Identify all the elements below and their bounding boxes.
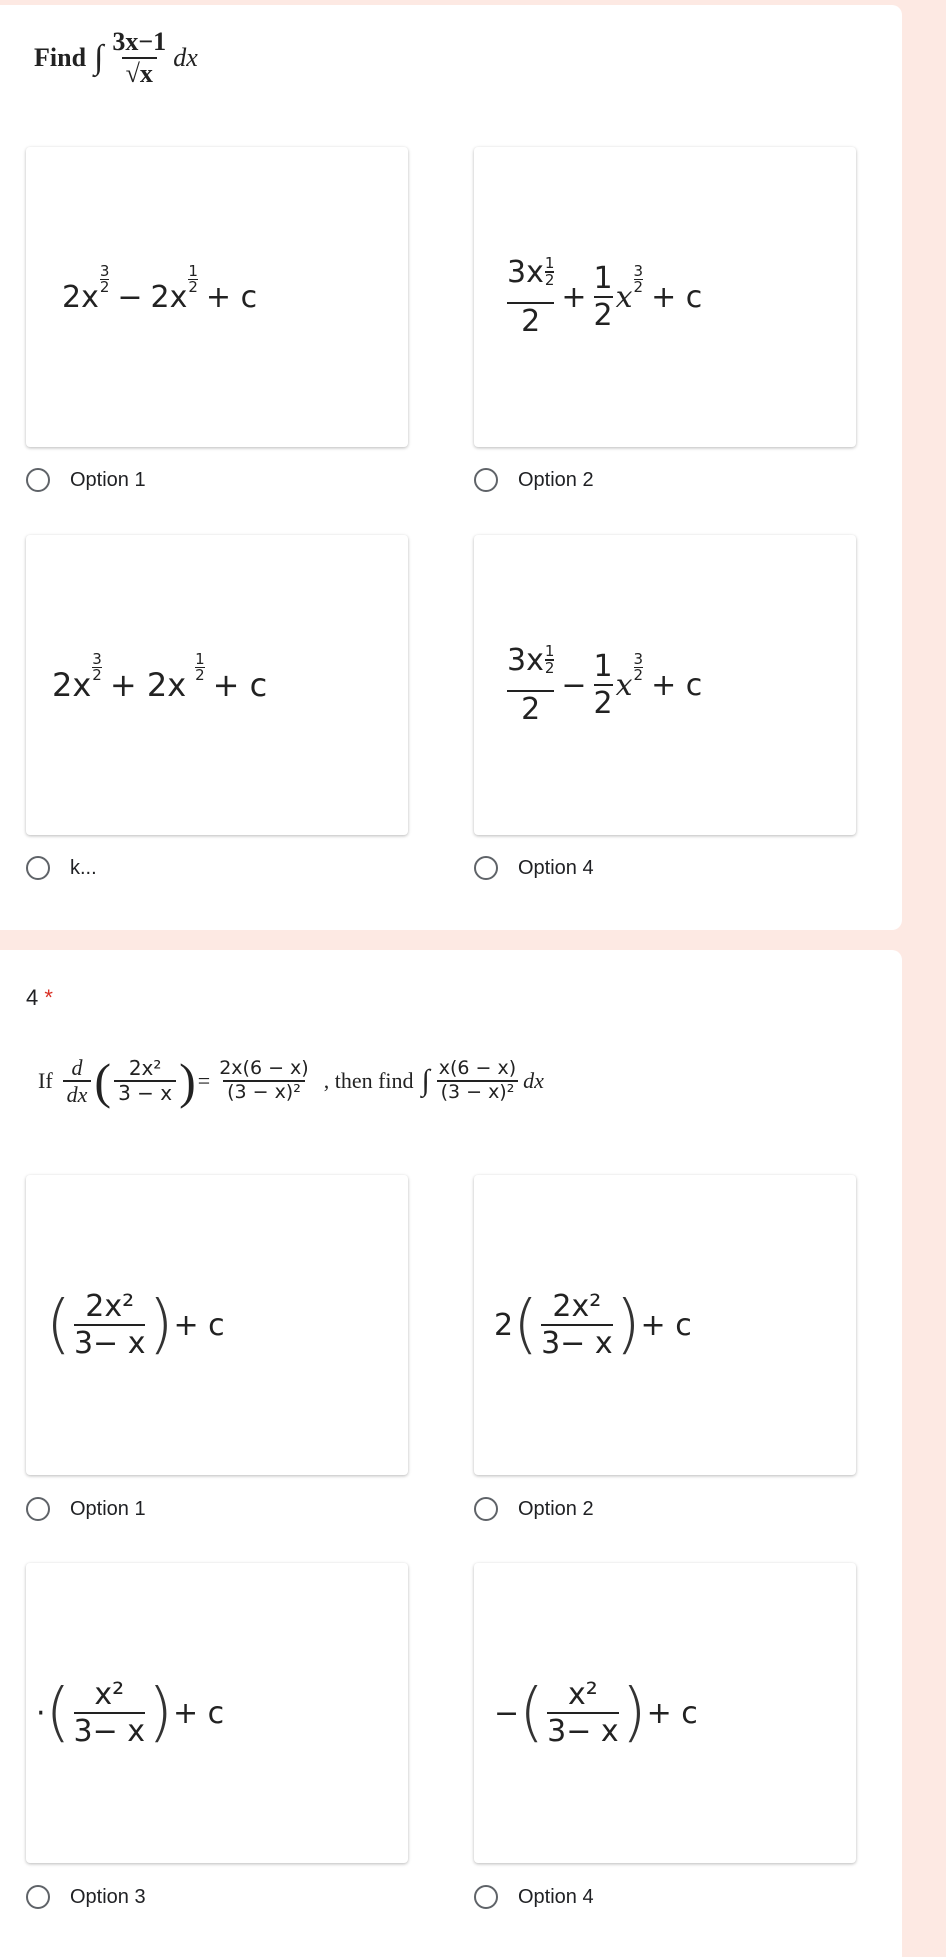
radio-button[interactable] <box>474 1885 498 1909</box>
power-b-num: 1 <box>195 649 205 668</box>
integral-sign: ∫ <box>421 1064 430 1097</box>
radio-button[interactable] <box>474 1497 498 1521</box>
left-paren: ( <box>94 1053 112 1109</box>
power-b-den: 2 <box>195 665 205 684</box>
first-fraction-num <box>507 255 554 302</box>
operator: + 2x <box>109 666 187 704</box>
power-a-num: 3 <box>99 261 110 280</box>
numerator: 2x² <box>552 1289 602 1324</box>
x2: x <box>615 667 633 703</box>
d2: 2 <box>593 298 613 333</box>
constant: + c <box>640 1307 692 1343</box>
equals: = <box>197 1068 211 1093</box>
first-fraction <box>507 643 554 727</box>
d2: 2 <box>593 686 613 721</box>
option-image-2[interactable] <box>474 147 856 447</box>
right-paren: ) <box>621 1676 647 1750</box>
question-prefix: If <box>38 1068 53 1093</box>
option-image-1[interactable] <box>26 147 408 447</box>
rhs-num: 2x(6 − x) <box>219 1057 309 1080</box>
differential: dx <box>173 42 198 72</box>
option-image-4[interactable] <box>474 535 856 835</box>
denominator: 3− x <box>541 1326 613 1361</box>
option-3-radio-row[interactable] <box>26 856 97 880</box>
radio-button[interactable] <box>474 468 498 492</box>
radio-button[interactable] <box>26 468 50 492</box>
power-a-den: 2 <box>99 277 110 296</box>
radio-button[interactable] <box>26 1885 50 1909</box>
question-number <box>26 985 53 1011</box>
option-label: Option 4 <box>518 1885 594 1908</box>
coefficient: − <box>494 1695 520 1731</box>
fraction <box>74 1289 146 1361</box>
left-paren: ( <box>519 1676 545 1750</box>
question-middle-text: , then find <box>323 1068 414 1093</box>
q4-option-image-4[interactable] <box>474 1563 856 1863</box>
constant: + c <box>173 1695 225 1731</box>
power-2 <box>633 649 644 684</box>
question-card-3 <box>0 5 902 930</box>
first-fraction <box>507 255 554 339</box>
right-paren: ) <box>148 1676 173 1750</box>
left-paren: ( <box>46 1288 71 1362</box>
n1: 3x <box>507 255 544 290</box>
operator: − <box>561 667 587 703</box>
p2-den: 2 <box>633 277 644 296</box>
option-4-radio-row[interactable] <box>474 856 594 880</box>
q4-option-4-expression <box>494 1677 698 1749</box>
option-1-expression <box>62 261 258 315</box>
q4-option-image-1[interactable] <box>26 1175 408 1475</box>
second-fraction <box>594 261 613 333</box>
q4-option-3-expression <box>36 1677 224 1749</box>
option-2-expression <box>504 255 702 339</box>
numerator: x² <box>567 1677 598 1712</box>
denominator: 3− x <box>547 1714 619 1749</box>
question-4-text <box>38 1052 544 1110</box>
option-label: Option 1 <box>70 1497 146 1520</box>
option-4-expression <box>504 643 702 727</box>
question-3-text <box>34 27 198 89</box>
inner-fraction <box>114 1057 176 1105</box>
p1-den: 2 <box>544 659 555 677</box>
fraction <box>74 1677 146 1749</box>
q4-option-4-radio-row[interactable] <box>474 1885 594 1909</box>
d1: 2 <box>507 690 554 727</box>
inner-num: 2x² <box>128 1056 162 1080</box>
d-num: d <box>71 1054 83 1080</box>
question-number-value: 4 <box>26 985 39 1010</box>
constant: + c <box>212 666 268 704</box>
q4-option-2-radio-row[interactable] <box>474 1497 594 1521</box>
required-asterisk: * <box>44 985 53 1010</box>
rhs-den: (3 − x)² <box>223 1080 305 1104</box>
n2: 1 <box>593 649 613 684</box>
rhs-fraction <box>215 1058 313 1104</box>
option-label: Option 2 <box>518 1497 594 1520</box>
power-2 <box>633 261 644 296</box>
integrand-den: (3 − x)² <box>437 1080 519 1104</box>
coefficient: · <box>36 1695 46 1731</box>
power-1 <box>545 644 555 676</box>
d1: 2 <box>507 302 554 339</box>
operator: + <box>561 279 587 315</box>
term-a: 2x <box>52 666 92 704</box>
x2: x <box>615 279 633 315</box>
n1: 3x <box>507 643 544 678</box>
term-a: 2x <box>62 279 99 315</box>
left-paren: ( <box>513 1288 539 1362</box>
power-b-num: 1 <box>188 261 198 280</box>
q4-option-1-expression <box>46 1289 225 1361</box>
numerator: x² <box>94 1677 125 1712</box>
coefficient: 2 <box>494 1307 514 1343</box>
option-label: k... <box>70 856 97 879</box>
right-paren: ) <box>615 1288 641 1362</box>
option-image-3[interactable] <box>26 535 408 835</box>
left-paren: ( <box>45 1676 71 1750</box>
operator: − <box>117 279 143 315</box>
power-a-num: 3 <box>92 649 102 668</box>
constant: + c <box>651 667 703 703</box>
integrand-numerator: 3x−1 <box>112 27 167 56</box>
p1-num: 1 <box>544 254 555 272</box>
power-1 <box>545 256 555 288</box>
fraction <box>547 1677 619 1749</box>
constant: + c <box>205 279 258 315</box>
constant: + c <box>651 279 703 315</box>
p2-den: 2 <box>633 665 644 684</box>
right-paren: ) <box>148 1288 174 1362</box>
term-b: 2x <box>150 279 188 315</box>
p1-num: 1 <box>544 642 555 660</box>
p2-num: 3 <box>633 649 644 668</box>
power-b-den: 2 <box>188 277 198 296</box>
n2: 1 <box>593 261 613 296</box>
option-label: Option 3 <box>70 1885 146 1908</box>
q4-option-image-2[interactable] <box>474 1175 856 1475</box>
p2-num: 3 <box>633 261 644 280</box>
constant: + c <box>173 1307 225 1343</box>
constant: + c <box>646 1695 698 1731</box>
q4-option-3-radio-row[interactable] <box>26 1885 146 1909</box>
numerator: 2x² <box>85 1289 135 1324</box>
radio-button[interactable] <box>26 1497 50 1521</box>
integrand-denominator: √x <box>122 57 157 89</box>
radio-button[interactable] <box>474 856 498 880</box>
question-prefix: Find <box>34 42 87 72</box>
fraction <box>541 1289 613 1361</box>
option-label: Option 4 <box>518 856 594 879</box>
differential: dx <box>523 1068 544 1093</box>
integrand-num: x(6 − x) <box>438 1057 517 1080</box>
power-a <box>92 649 102 684</box>
option-3-expression <box>52 649 268 704</box>
p1-den: 2 <box>544 271 555 289</box>
q4-option-1-radio-row[interactable] <box>26 1497 146 1521</box>
power-a <box>99 261 110 296</box>
q4-option-2-expression <box>494 1289 692 1361</box>
integrand-fraction <box>435 1058 520 1104</box>
option-1-radio-row[interactable] <box>26 468 146 492</box>
denominator: 3− x <box>73 1326 146 1361</box>
first-fraction-num <box>507 643 554 690</box>
second-fraction <box>594 649 613 721</box>
derivative-operator <box>63 1055 92 1108</box>
option-label: Option 1 <box>70 468 146 491</box>
power-a-den: 2 <box>92 665 102 684</box>
denominator: 3− x <box>73 1714 146 1749</box>
integrand-fraction <box>108 27 170 89</box>
power-b <box>188 261 198 296</box>
inner-den: 3 − x <box>114 1080 176 1105</box>
option-2-radio-row[interactable] <box>474 468 594 492</box>
radio-button[interactable] <box>26 856 50 880</box>
q4-option-image-3[interactable] <box>26 1563 408 1863</box>
power-b <box>195 649 205 684</box>
dx-den: dx <box>63 1080 92 1107</box>
option-label: Option 2 <box>518 468 594 491</box>
right-paren: ) <box>179 1053 196 1109</box>
integral-sign: ∫ <box>94 38 104 76</box>
